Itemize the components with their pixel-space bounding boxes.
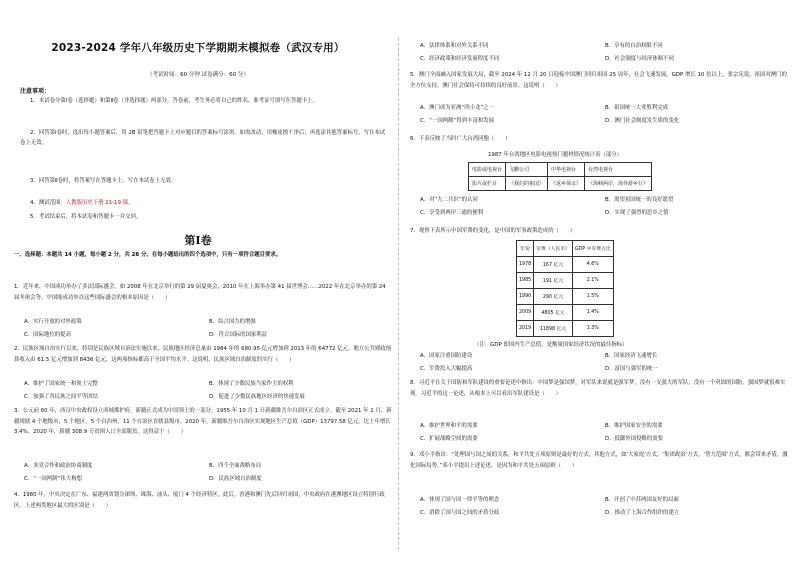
table-cell: 1990 (517, 289, 534, 305)
table-cell: 4805 亿元 (534, 305, 573, 321)
table-cell: 2.1% (572, 273, 613, 289)
question-2-options (24, 378, 394, 404)
question-5-options (420, 102, 790, 128)
q4-option-d[interactable]: D．社会制度与经济体制不同 (605, 56, 674, 62)
notice-item-2: 2．回答第Ⅰ卷时，选出每小题答案后，用 2B 铅笔把答题卡上对应题目的答案标号涂黑。如需改动，用橡皮擦干净后，再选涂其他答案标号。写在本试卷上无效。 (20, 130, 386, 147)
exam-title: 2023-2024 学年八年级历史下学期期末模拟卷（武汉专用） (51, 42, 345, 54)
q7-table-note: （注：GDP 即国内生产总值，是衡量国家经济状况的最佳指标） (474, 342, 628, 348)
q3-option-a[interactable]: A．多党合作和政治协商制度 (24, 463, 93, 469)
table-cell: 中华电视台 (548, 163, 585, 177)
question-6-stem: 6．下表反映了当时广大台湾同胞（ ） (410, 136, 511, 142)
notice-item-4 (20, 198, 390, 208)
table-cell: GDP 中军费占比 (572, 241, 613, 257)
q2-option-c[interactable]: C．加强了各民族之间平等团结 (24, 394, 98, 400)
q4-option-c[interactable]: C．经济政策和经济发展程度不同 (420, 56, 500, 62)
q6-table (468, 162, 652, 191)
q2-option-b[interactable]: B．体现了少数民族当家作主的权利 (209, 381, 294, 387)
q8-option-a[interactable]: A．维护世界和平的需要 (420, 423, 478, 429)
question-7-options (420, 350, 790, 376)
scope-highlight: 人教版历史下册 11-19 课。 (65, 200, 134, 206)
table-cell: 290 亿元 (534, 289, 573, 305)
question-4-options (420, 40, 790, 66)
notice-item-3: 3．回答第Ⅱ卷时，将答案写在答题卡上。写在本试卷上无效。 (30, 178, 177, 184)
q3-option-c[interactable]: C．“一国两制”伟大构想 (24, 476, 82, 482)
exam-meta: （考试时间：60 分钟 试卷满分：60 分） (147, 72, 249, 78)
table-cell: 1985 (517, 273, 534, 289)
q6-table-caption: 1987 年台湾地区电影电视热门题材情况统计表（部分） (488, 152, 623, 158)
q9-option-b[interactable]: B．开创了中苏两国友好的局面 (605, 497, 679, 503)
table-row (517, 305, 614, 321)
table-cell: 电影或电视台 (469, 163, 506, 177)
table-row (469, 177, 652, 191)
q3-option-b[interactable]: B．四个全面战略布局 (209, 463, 262, 469)
table-cell: 军费（人民币） (534, 241, 573, 257)
q5-option-b[interactable]: B．祖国统一大业胜利完成 (605, 105, 668, 111)
question-1-options (24, 316, 394, 342)
section-title: 第Ⅰ卷 (184, 234, 212, 247)
table-cell: 台湾电视台 (585, 163, 652, 177)
q7-option-d[interactable]: D．富国与强军的统一 (605, 366, 658, 372)
q8-option-d[interactable]: D．抵御外国侵略的需要 (605, 436, 664, 442)
notice-heading: 注意事项： (20, 88, 51, 95)
table-row (517, 289, 614, 305)
q7-option-b[interactable]: B．国家经济飞速增长 (605, 353, 658, 359)
q6-option-b[interactable]: B．渴望祖国统一的良好愿望 (605, 197, 674, 203)
q8-option-b[interactable]: B．维护国家安全的需要 (605, 423, 663, 429)
q6-option-d[interactable]: D．实现了强烈的思乡之情 (605, 210, 669, 216)
q4-option-a[interactable]: A．法律体系和对外关系不同 (420, 43, 489, 49)
question-7-stem: 7．观察下表所示中国军费的变化，是中国的军事政策造成的（ ） (410, 228, 576, 234)
q5-option-c[interactable]: C．“一国两制”得到丰富和发展 (420, 118, 495, 124)
table-cell: 167 亿元 (534, 257, 573, 273)
table-cell: 4.6% (572, 257, 613, 273)
question-5-stem: 5．澳门全面融入国家发展大局，截至 2024 年 12 月 20 日迎接中国澳门回归祖国 25 周年，社会飞速发展，GDP 增长 10 倍以上，张宗宪说，祖国对澳门的全方位支持，澳门社会保持可持续的良好前景。这说明（ ） (410, 72, 787, 89)
q1-option-c[interactable]: C．国际地位的提高 (24, 332, 71, 338)
table-cell: 《返乡探亲》 (548, 177, 585, 191)
table-cell: 飞鹏公司 (506, 163, 548, 177)
table-cell: 影片或栏目 (469, 177, 506, 191)
table-row (469, 163, 652, 177)
column-divider (398, 38, 399, 550)
table-cell: 1.5% (572, 289, 613, 305)
q5-option-a[interactable]: A．澳门成为亚洲“四小龙”之一 (420, 105, 494, 111)
table-row (517, 273, 614, 289)
table-cell: 191 亿元 (534, 273, 573, 289)
question-9-options (420, 494, 790, 520)
q2-option-a[interactable]: A．维护了国家统一和领土完整 (24, 381, 98, 387)
q7-table (516, 240, 614, 337)
question-1-stem: 1．近年来，中国成功举办了多次国际盛会，如 2008 年在北京举行的第 29 届夏奥会，2010 年在上海举办第 41 届世博会……2022 年在北京举办的第 24 届冬奥会等。中国能成功举办这些国际盛会的根本原因是（ ） (14, 284, 386, 301)
table-cell: 2019 (517, 321, 534, 337)
q9-option-c[interactable]: C．消除了国与国之间的矛盾分歧 (420, 510, 500, 516)
table-cell: 《我们的祖国》 (506, 177, 548, 191)
question-3-stem: 3．公元前 60 年，西汉中央政权设立西域都护府，新疆正式成为中国领土的一部分。1955 年 10 月 1 日新疆维吾尔自治区正式成立。截至 2021 年 2 月，新疆现辖 4 个地级市，5 个地区，5 个自治州，11 个自治区直辖县级市。2020 年，新疆维吾尔自治区实现地区生产总值（GDP）13797.58 亿元，比上年增长 3.4%。2020 年，新疆 308.9 万贫困人口全部脱贫。这得益于（ ） (14, 408, 392, 436)
table-cell: 2009 (517, 305, 534, 321)
q3-option-d[interactable]: D．民族区域自治制度 (209, 476, 262, 482)
right-column (408, 0, 792, 562)
table-row (517, 257, 614, 273)
q7-option-a[interactable]: A．国家注重国防建设 (420, 353, 473, 359)
table-cell: 1.3% (572, 321, 613, 337)
q2-option-d[interactable]: D．促进了少数民族地区经济的快速发展 (209, 394, 305, 400)
question-9-stem: 9．邓小平指出：“处理国与国之间的关系，和平共处五项原则是最好的方式。其他方式，如‘大家庭’方式，‘集团政治’方式，‘势力范围’方式，都会带来矛盾，激化国际局势。”邓小平提出上述论述，是因为和平共处五项原则（ ） (410, 452, 788, 469)
q7-option-c[interactable]: C．军费投入大幅提高 (420, 366, 473, 372)
section-intro: 一、选择题：本题共 14 小题，每小题 2 分，共 28 分。在每小题给出的四个选项中，只有一项符合题目要求。 (14, 252, 282, 258)
question-8-stem: 8．习近平在关于国防和军队建设的重要论述中指出：中国梦是强国梦，对军队来说就是强军梦，没有一支强大的军队，没有一个巩固的国防，强国梦就很难实现。习近平的这一论述，从根本上可以看出军队建设是（ ） (410, 380, 786, 397)
question-4-stem: 4．1980 年，中央决定在广东、福建两省划分深圳、珠海、汕头、厦门 4 个经济特区。此后，香港和澳门先后回归祖国，中央政府在港澳地区设立特别行政区。上述两类地区最大的区别是（ ） (14, 492, 385, 509)
notice-item-1: 1．本试卷分第Ⅰ卷（选择题）和第Ⅱ卷（非选择题）两部分。答卷前，考生务必将自己的姓名、准考证号填写在答题卡上。 (30, 98, 318, 104)
table-cell: 1.4% (572, 305, 613, 321)
q8-option-c[interactable]: C．扩展战略空间的需要 (420, 436, 478, 442)
table-cell: 11898 亿元 (534, 321, 573, 337)
notice-item-4-label: 4．测试范围： (30, 200, 66, 206)
q1-option-a[interactable]: A．实行开放的对外政策 (24, 319, 82, 325)
q1-option-b[interactable]: B．综合国力的增强 (209, 319, 256, 325)
table-row (517, 321, 614, 337)
q9-option-d[interactable]: D．推动了上海合作组织的建立 (605, 510, 680, 516)
question-3-options (24, 460, 394, 486)
q1-option-d[interactable]: D．符合国际的国家利益 (209, 332, 268, 338)
table-cell: 《海峡两岸，海外游乡行》 (585, 177, 652, 191)
question-8-options (420, 420, 790, 446)
left-column (6, 0, 390, 562)
question-2-stem: 2．民族区域自治实行以来，特别是民族区域自治法实施以来，民族地区经济总量由 1984 年的 680.95 亿元增加到 2013 年的 64772 亿元，地方公共财政预算收入由 61.5 亿元增加到 8436 亿元，这两项指标都高于全国平均水平。这说明，民族区域自治制度的实行（ ） (14, 346, 392, 363)
q9-option-a[interactable]: A．体现了国与国一律平等的理念 (420, 497, 500, 503)
q5-option-d[interactable]: D．澳门社会制度发生质的变化 (605, 118, 680, 124)
question-6-options (420, 194, 790, 220)
q4-option-b[interactable]: B．享有的自治权限不同 (605, 43, 663, 49)
table-cell: 1978 (517, 257, 534, 273)
q6-option-c[interactable]: C．享受到两岸三通的便利 (420, 210, 484, 216)
table-row (517, 241, 614, 257)
q6-option-a[interactable]: A．对“九二共识”的认同 (420, 197, 478, 203)
notice-item-5: 5．考试结束后，将本试卷和答题卡一并交回。 (30, 214, 142, 220)
table-cell: 年份 (517, 241, 534, 257)
